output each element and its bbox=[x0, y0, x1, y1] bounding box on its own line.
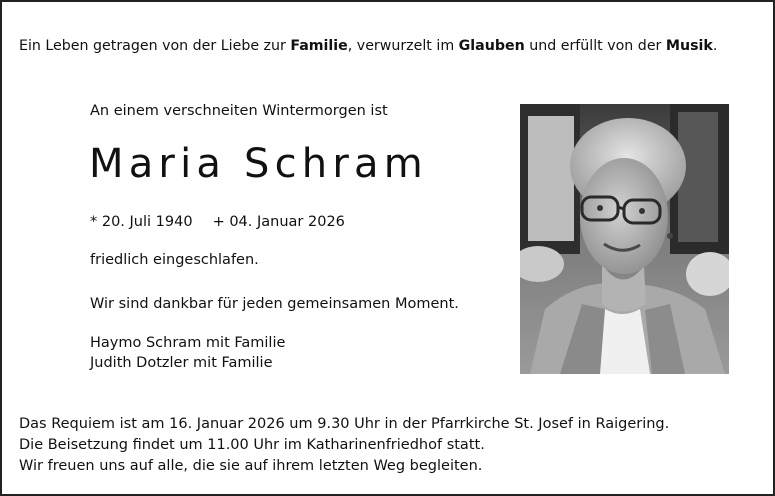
deceased-name: Maria Schram bbox=[89, 141, 428, 187]
motto-text: , verwurzelt im bbox=[347, 38, 459, 54]
life-dates bbox=[90, 214, 345, 230]
mourner-2: Judith Dotzler mit Familie bbox=[90, 355, 273, 371]
motto-text: Ein Leben getragen von der Liebe zur bbox=[19, 38, 291, 54]
motto-text: . bbox=[712, 38, 718, 54]
mourner-1: Haymo Schram mit Familie bbox=[90, 335, 286, 351]
motto-text: und erfüllt von der bbox=[524, 38, 666, 54]
birth-date: * 20. Juli 1940 bbox=[90, 214, 193, 230]
motto bbox=[19, 38, 717, 54]
burial-info: Die Beisetzung findet um 11.00 Uhr im Katharinenfriedhof statt. bbox=[19, 437, 485, 453]
passing-text: friedlich eingeschlafen. bbox=[90, 252, 259, 268]
service-details bbox=[19, 414, 669, 477]
motto-emphasis-family: Familie bbox=[290, 38, 348, 54]
intro-line: An einem verschneiten Wintermorgen ist bbox=[90, 103, 388, 119]
gratitude-text: Wir sind dankbar für jeden gemeinsamen Moment. bbox=[90, 296, 459, 312]
motto-emphasis-faith: Glauben bbox=[458, 38, 525, 54]
portrait-photo-illustration bbox=[520, 104, 729, 374]
requiem-info: Das Requiem ist am 16. Januar 2026 um 9.30 Uhr in der Pfarrkirche St. Josef in Raigering. bbox=[19, 416, 670, 432]
motto-emphasis-music: Musik bbox=[665, 38, 713, 54]
invitation-text: Wir freuen uns auf alle, die sie auf ihrem letzten Weg begleiten. bbox=[19, 458, 483, 474]
death-date: + 04. Januar 2026 bbox=[212, 214, 345, 230]
portrait-photo bbox=[520, 104, 729, 374]
